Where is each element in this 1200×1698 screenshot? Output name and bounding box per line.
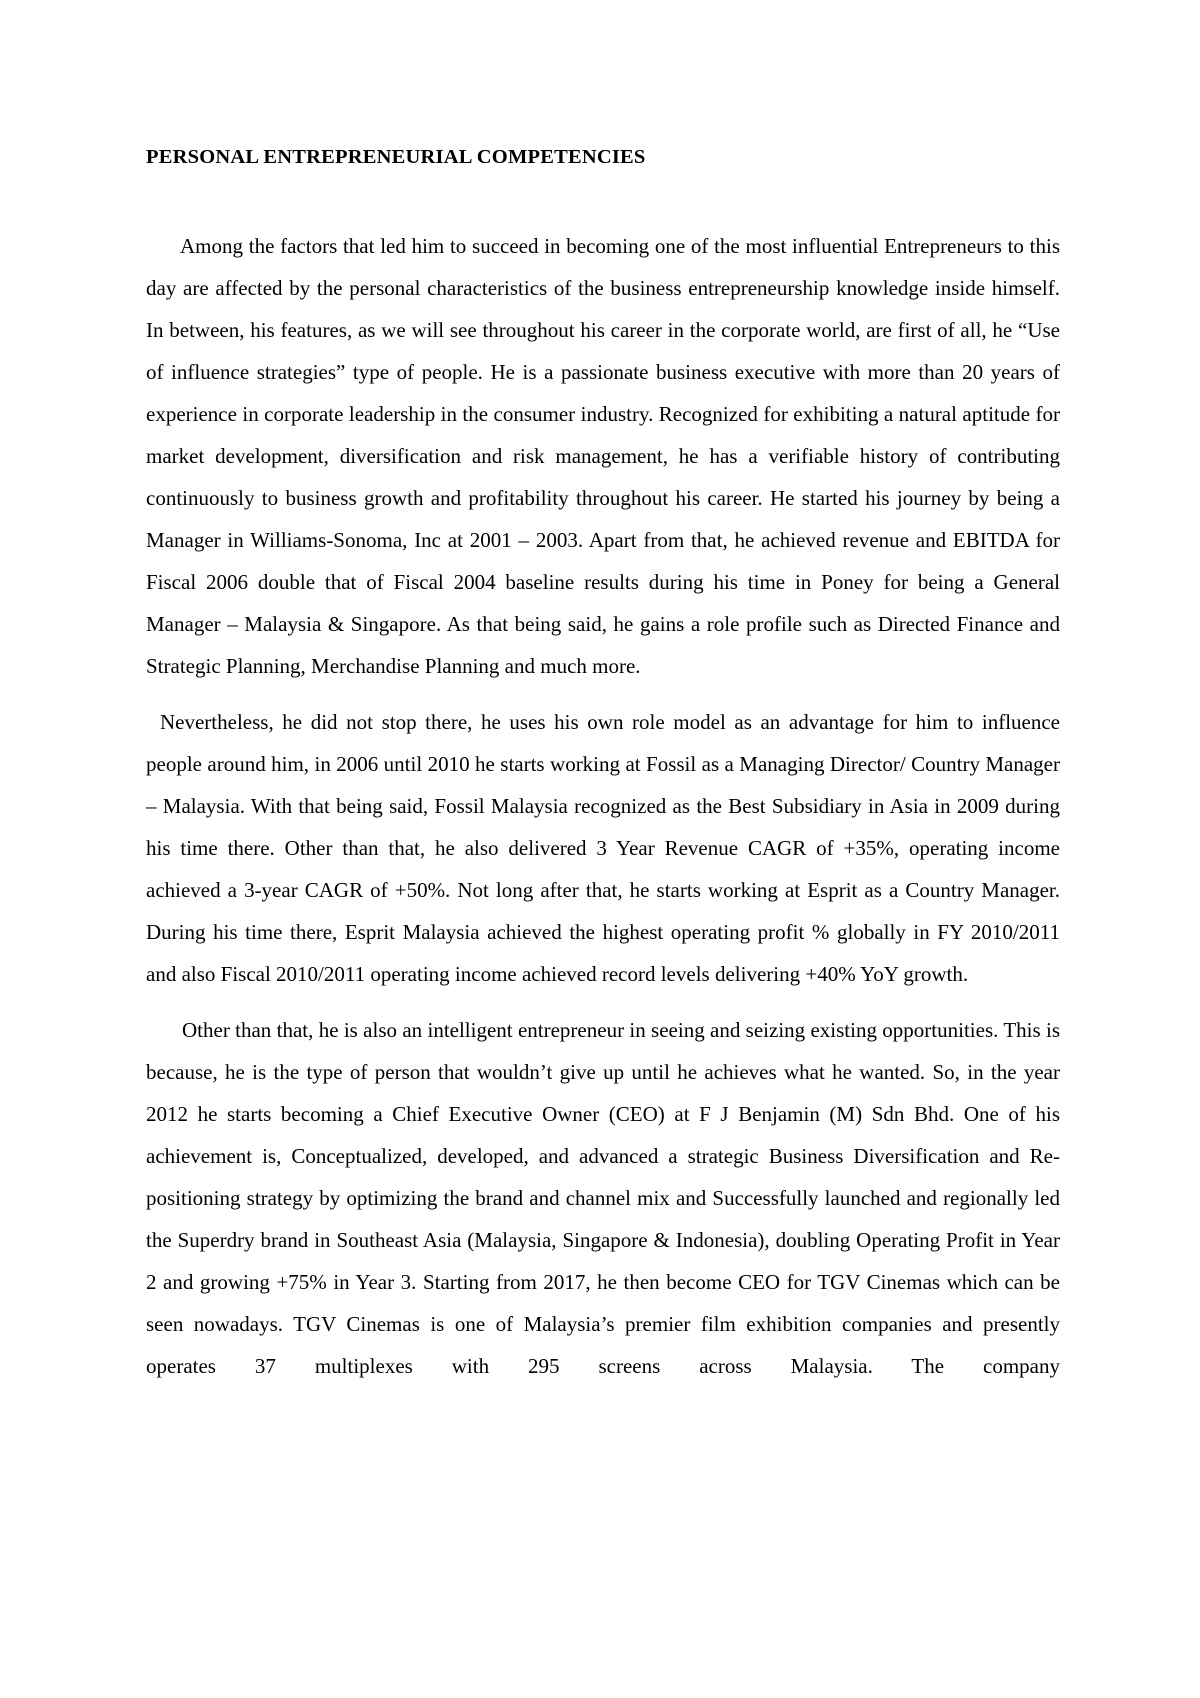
paragraph-1: Among the factors that led him to succeed in becoming one of the most influential Entrepreneurs to this day are affected by the personal characteristics of the business entrepreneurship knowledge inside himself. In between, his features, as we will see throughout his career in the corporate world, are first of all, he “Use of influence strategies” type of people. He is a passionate business executive with more than 20 years of experience in corporate leadership in the consumer industry. Recognized for exhibiting a natural aptitude for market development, diversification and risk management, he has a verifiable history of contributing continuously to business growth and profitability throughout his career. He started his journey by being a Manager in Williams-Sonoma, Inc at 2001 – 2003. Apart from that, he achieved revenue and EBITDA for Fiscal 2006 double that of Fiscal 2004 baseline results during his time in Poney for being a General Manager – Malaysia & Singapore. As that being said, he gains a role profile such as Directed Finance and Strategic Planning, Merchandise Planning and much more. [146, 234, 1060, 678]
document-body [146, 143, 1060, 1387]
paragraph-3: Other than that, he is also an intelligent entrepreneur in seeing and seizing existing opportunities. This is because, he is the type of person that wouldn’t give up until he achieves what he wanted. So, in the year 2012 he starts becoming a Chief Executive Owner (CEO) at F J Benjamin (M) Sdn Bhd. One of his achievement is, Conceptualized, developed, and advanced a strategic Business Diversification and Re-positioning strategy by optimizing the brand and channel mix and Successfully launched and regionally led the Superdry brand in Southeast Asia (Malaysia, Singapore & Indonesia), doubling Operating Profit in Year 2 and growing +75% in Year 3. Starting from 2017, he then become CEO for TGV Cinemas which can be seen nowadays. TGV Cinemas is one of Malaysia’s premier film exhibition companies and presently operates 37 multiplexes with 295 screens across Malaysia. The company [146, 1018, 1060, 1378]
paragraph-2: Nevertheless, he did not stop there, he uses his own role model as an advantage for him to influence people around him, in 2006 until 2010 he starts working at Fossil as a Managing Director/ Country Manager – Malaysia. With that being said, Fossil Malaysia recognized as the Best Subsidiary in Asia in 2009 during his time there. Other than that, he also delivered 3 Year Revenue CAGR of +35%, operating income achieved a 3-year CAGR of +50%. Not long after that, he starts working at Esprit as a Country Manager. During his time there, Esprit Malaysia achieved the highest operating profit % globally in FY 2010/2011 and also Fiscal 2010/2011 operating income achieved record levels delivering +40% YoY growth. [146, 710, 1060, 986]
section-heading: PERSONAL ENTREPRENEURIAL COMPETENCIES [146, 146, 646, 168]
